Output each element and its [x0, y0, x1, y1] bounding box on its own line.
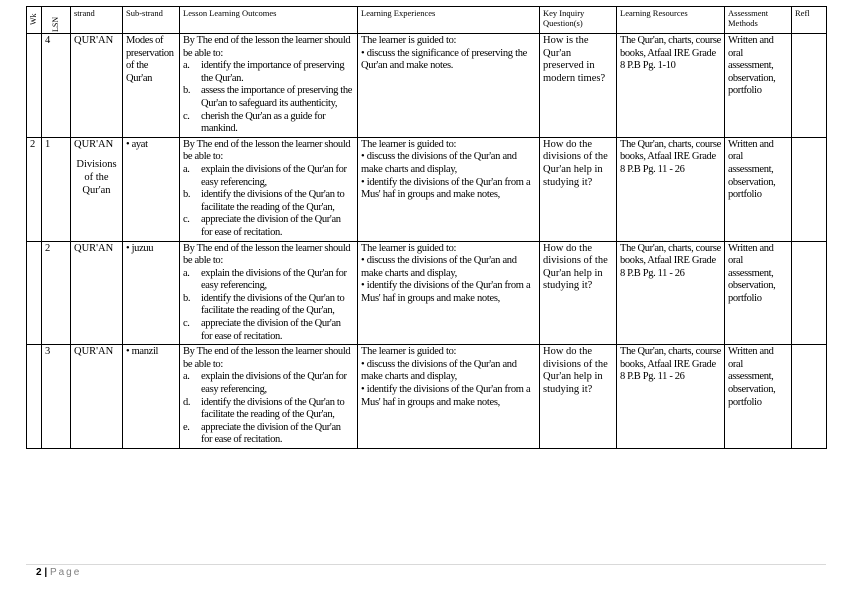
reflection-cell	[792, 241, 827, 345]
experience-item: • identify the divisions of the Qur'an from a Mus' haf in groups and make notes,	[361, 280, 531, 304]
experience-item: • identify the divisions of the Qur'an from a Mus' haf in groups and make notes,	[361, 176, 531, 201]
footer-divider	[26, 564, 826, 565]
outcome-text: appreciate the division of the Qur'an for ease of recitation.	[201, 214, 341, 238]
assessment-text: Written and oral assessment, observation, portfolio	[728, 346, 776, 408]
page-label: Page	[49, 567, 82, 578]
outcomes-intro: By The end of the lesson the learner should be able to:	[183, 242, 351, 267]
inquiry-cell	[540, 241, 617, 345]
assessment-cell	[725, 345, 792, 449]
outcome-item	[183, 189, 354, 214]
strand-text: QUR'AN	[74, 346, 114, 358]
substrand-text: Modes of preservation of the Qur'an	[126, 35, 174, 84]
outcomes-intro: By The end of the lesson the learner should be able to:	[183, 138, 351, 163]
experience-item: • discuss the significance of preserving the Qur'an and make notes.	[361, 47, 528, 72]
outcome-item	[183, 268, 354, 293]
inquiry-text: How do the divisions of the Qur'an help in studying it?	[543, 138, 608, 188]
experience-item: • discuss the divisions of the Qur'an and make charts and display,	[361, 358, 517, 383]
inquiry-cell	[540, 34, 617, 138]
outcome-marker: a.	[183, 163, 190, 175]
week-cell: 2	[27, 137, 42, 241]
substrand-text: • manzil	[126, 346, 159, 358]
header-inquiry: Key Inquiry Question(s)	[540, 7, 617, 34]
strand-text: QUR'AN	[74, 35, 114, 46]
outcomes-list	[183, 371, 354, 447]
outcomes-list	[183, 164, 354, 240]
resources-text: The Qur'an, charts, course books, Atfaal IRE Grade 8 P.B Pg. 11 - 26	[620, 242, 721, 279]
resources-cell	[617, 137, 725, 241]
outcome-item	[183, 214, 354, 239]
experiences-cell	[358, 345, 540, 449]
resources-text: The Qur'an, charts, course books, Atfaal IRE Grade 8 P.B Pg. 11 - 26	[620, 346, 721, 383]
lesson-row	[27, 241, 827, 345]
substrand-cell	[123, 345, 180, 449]
outcome-text: explain the divisions of the Qur'an for easy referencing,	[201, 163, 347, 188]
page-number: 2	[36, 567, 42, 578]
outcome-marker: a.	[183, 60, 190, 72]
assessment-text: Written and oral assessment, observation, portfolio	[728, 35, 776, 97]
outcome-item	[183, 85, 354, 110]
outcome-item	[183, 293, 354, 318]
outcome-text: cherish the Qur'an as a guide for mankind.	[201, 110, 326, 135]
outcome-item	[183, 60, 354, 85]
substrand-text: • ayat	[126, 138, 148, 150]
outcomes-cell	[180, 137, 358, 241]
week-cell	[27, 241, 42, 345]
lesson-row	[27, 345, 827, 449]
inquiry-text: How do the divisions of the Qur'an help in studying it?	[543, 346, 608, 396]
assessment-text: Written and oral assessment, observation, portfolio	[728, 138, 776, 201]
reflection-cell	[792, 34, 827, 138]
header-strand: strand	[71, 7, 123, 34]
experiences-cell	[358, 137, 540, 241]
outcome-item	[183, 318, 354, 343]
outcome-text: assess the importance of preserving the Qur'an to safeguard its authenticity,	[201, 85, 353, 109]
reflection-cell	[792, 137, 827, 241]
outcome-text: appreciate the division of the Qur'an for ease of recitation.	[201, 421, 341, 446]
outcome-text: identify the divisions of the Qur'an to facilitate the reading of the Qur'an,	[201, 189, 345, 213]
experiences-list	[361, 255, 536, 305]
outcome-marker: c.	[183, 318, 190, 330]
outcome-text: identify the importance of preserving the Qur'an.	[201, 60, 345, 84]
header-assessment: Assessment Methods	[725, 7, 792, 34]
experiences-intro: The learner is guided to:	[361, 138, 457, 150]
experiences-cell	[358, 34, 540, 138]
substrand-text: • juzuu	[126, 242, 154, 254]
assessment-text: Written and oral assessment, observation, portfolio	[728, 242, 776, 304]
resources-text: The Qur'an, charts, course books, Atfaal IRE Grade 8 P.B Pg. 11 - 26	[620, 138, 721, 175]
header-lsn: LSN	[42, 7, 71, 34]
outcome-marker: b.	[183, 189, 191, 201]
lesson-number-cell: 2	[42, 241, 71, 345]
inquiry-cell	[540, 137, 617, 241]
outcomes-cell	[180, 241, 358, 345]
inquiry-cell	[540, 345, 617, 449]
assessment-cell	[725, 137, 792, 241]
outcome-item	[183, 111, 354, 136]
strand-cell	[71, 34, 123, 138]
outcome-marker: d.	[183, 396, 191, 408]
header-outcomes: Lesson Learning Outcomes	[180, 7, 358, 34]
header-resources: Learning Resources	[617, 7, 725, 34]
outcomes-list	[183, 60, 354, 136]
strand-text: QUR'AN	[74, 242, 114, 254]
reflection-cell	[792, 345, 827, 449]
outcomes-cell	[180, 34, 358, 138]
resources-text: The Qur'an, charts, course books, Atfaal IRE Grade 8 P.B Pg. 1-10	[620, 35, 721, 72]
outcome-item	[183, 422, 354, 447]
experiences-intro: The learner is guided to:	[361, 242, 457, 254]
lesson-row	[27, 137, 827, 241]
header-refl: Refl	[792, 7, 827, 34]
scheme-of-work-table	[26, 6, 827, 449]
outcome-item	[183, 164, 354, 189]
experiences-cell	[358, 241, 540, 345]
assessment-cell	[725, 241, 792, 345]
substrand-cell	[123, 34, 180, 138]
outcome-text: identify the divisions of the Qur'an to facilitate the reading of the Qur'an,	[201, 292, 345, 317]
outcome-text: explain the divisions of the Qur'an for easy referencing,	[201, 371, 347, 396]
resources-cell	[617, 34, 725, 138]
outcome-marker: a.	[183, 371, 190, 383]
outcome-item	[183, 371, 354, 396]
page-footer	[36, 567, 81, 578]
experiences-list	[361, 151, 536, 201]
experiences-list	[361, 359, 536, 409]
lesson-number-cell: 4	[42, 34, 71, 138]
outcomes-cell	[180, 345, 358, 449]
outcome-marker: b.	[183, 292, 191, 304]
header-experiences: Learning Experiences	[358, 7, 540, 34]
outcome-item	[183, 397, 354, 422]
outcomes-intro: By The end of the lesson the learner should be able to:	[183, 346, 351, 370]
footer-separator: |	[44, 567, 48, 578]
outcome-text: appreciate the division of the Qur'an for ease of recitation.	[201, 318, 341, 342]
outcome-text: explain the divisions of the Qur'an for easy referencing,	[201, 267, 347, 292]
header-row	[27, 7, 827, 34]
experience-item: • identify the divisions of the Qur'an from a Mus' haf in groups and make notes,	[361, 384, 531, 408]
inquiry-text: How do the divisions of the Qur'an help in studying it?	[543, 242, 608, 292]
outcome-marker: e.	[183, 421, 190, 433]
outcome-text: identify the divisions of the Qur'an to facilitate the reading of the Qur'an,	[201, 396, 345, 421]
experiences-intro: The learner is guided to:	[361, 346, 457, 358]
experience-item: • discuss the divisions of the Qur'an and make charts and display,	[361, 151, 517, 175]
lesson-number-cell: 3	[42, 345, 71, 449]
outcome-marker: b.	[183, 85, 191, 97]
substrand-cell	[123, 241, 180, 345]
week-cell	[27, 34, 42, 138]
inquiry-text: How is the Qur'an preserved in modern times?	[543, 35, 606, 84]
lesson-row	[27, 34, 827, 138]
strand-cell	[71, 137, 123, 241]
lesson-number-cell: 1	[42, 137, 71, 241]
outcomes-intro: By The end of the lesson the learner should be able to:	[183, 35, 351, 59]
assessment-cell	[725, 34, 792, 138]
header-wk: Wk	[27, 7, 42, 34]
experiences-list	[361, 48, 536, 73]
outcome-marker: c.	[183, 214, 190, 226]
strand-cell	[71, 241, 123, 345]
strand-cell	[71, 345, 123, 449]
week-cell	[27, 345, 42, 449]
outcome-marker: a.	[183, 267, 190, 279]
resources-cell	[617, 241, 725, 345]
outcome-marker: c.	[183, 110, 190, 122]
header-substrand: Sub-strand	[123, 7, 180, 34]
strand-text: QUR'AN	[74, 138, 114, 150]
substrand-cell	[123, 137, 180, 241]
experiences-intro: The learner is guided to:	[361, 35, 457, 46]
strand-subtitle: Divisions of the Qur'an	[76, 159, 117, 196]
outcomes-list	[183, 268, 354, 344]
experience-item: • discuss the divisions of the Qur'an and make charts and display,	[361, 255, 517, 279]
resources-cell	[617, 345, 725, 449]
